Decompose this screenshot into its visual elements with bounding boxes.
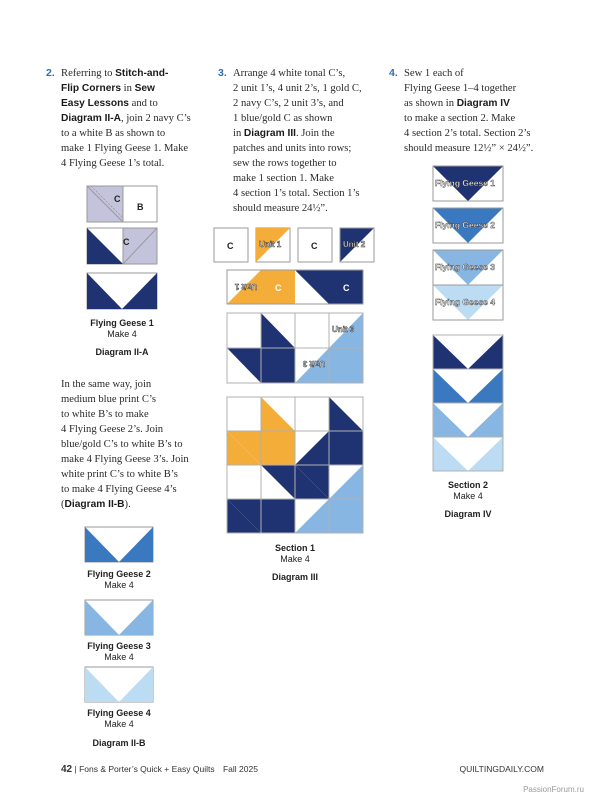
label-unit-3-rotated: Unit 3 <box>302 359 325 368</box>
flying-geese-2-labeled <box>433 208 503 243</box>
text-line <box>404 96 554 111</box>
diagram-2a-unit-step1 <box>87 186 157 222</box>
label-flying-geese-2: Flying Geese 2 <box>435 220 495 230</box>
text-line <box>61 81 211 96</box>
bold-reference: Diagram IV <box>456 98 510 109</box>
bold-reference: Flip Corners <box>61 83 122 94</box>
flying-geese-4-block <box>85 667 153 702</box>
text-run: as shown in <box>404 98 457 109</box>
text-line <box>233 171 383 186</box>
text-run: 4 section 1’s total. Section 1’s <box>233 188 360 199</box>
diagram-label-4: Diagram IV <box>444 509 492 519</box>
step-number: 3. <box>218 67 227 79</box>
bold-reference: Diagram III <box>243 128 296 139</box>
bold-reference: Diagram II-A <box>61 113 122 124</box>
page-number: 42 <box>61 764 73 775</box>
text-line <box>233 96 383 111</box>
diagram-label-3: Diagram III <box>271 572 318 582</box>
label-flying-geese-3: Flying Geese 3 <box>435 262 495 272</box>
label-c: C <box>114 194 121 204</box>
label-unit-1-rotated: Unit 1 <box>234 282 257 291</box>
caption-flying-geese-4: Flying Geese 4 Make 4 <box>87 708 151 729</box>
text-run: 2 navy C’s, 2 unit 3’s, and <box>233 98 344 109</box>
publication-title: Fons & Porter’s Quick + Easy Quilts <box>79 764 215 774</box>
diagram-2a-unit-step2 <box>87 228 157 264</box>
bold-reference: Easy Lessons <box>61 98 129 109</box>
label-flying-geese-1: Flying Geese 1 <box>435 178 495 188</box>
text-run: ). <box>124 499 131 510</box>
text-run: and to <box>128 98 158 109</box>
label-c: C <box>343 283 350 293</box>
text-run: to white B’s to make <box>61 409 149 420</box>
diagram-label-2b: Diagram II-B <box>92 738 146 748</box>
step-3 <box>218 66 383 216</box>
text-run: patches and units into rows; <box>233 143 352 154</box>
step-4 <box>389 66 554 156</box>
label-unit-3: Unit 3 <box>332 325 355 334</box>
text-line <box>404 111 554 126</box>
bold-reference: Diagram II-B <box>64 499 125 510</box>
text-run: in <box>121 83 135 94</box>
text-line <box>61 467 211 482</box>
text-run: . Join the <box>295 128 335 139</box>
text-line <box>233 66 383 81</box>
step-text <box>61 66 211 171</box>
text-run: make 4 Flying Geese 3’s. Join <box>61 454 189 465</box>
flying-geese-1-labeled <box>433 166 503 201</box>
text-run: Sew 1 each of <box>404 68 464 79</box>
text-run: ( <box>61 499 65 510</box>
flying-geese-3-block <box>85 600 153 635</box>
text-line <box>404 66 554 81</box>
label-unit-2: Unit 2 <box>343 240 366 249</box>
text-line <box>233 111 383 126</box>
diagram-3-partial-assembly <box>227 313 363 383</box>
text-line <box>61 111 211 126</box>
text-run: 4 Flying Geese 2’s. Join <box>61 424 164 435</box>
diagram-3-pieces-row <box>214 227 374 263</box>
text-run: to make a section 2. Make <box>404 113 516 124</box>
text-line <box>61 392 211 407</box>
text-run: Referring to <box>61 68 116 79</box>
step-number: 2. <box>46 67 55 79</box>
text-run: to make 4 Flying Geese 4’s <box>61 484 177 495</box>
text-line <box>404 126 554 141</box>
text-run: 2 unit 1’s, 4 unit 2’s, 1 gold C, <box>233 83 362 94</box>
watermark: PassionForum.ru <box>523 785 584 794</box>
text-line <box>61 141 211 156</box>
text-run: should measure 24½”. <box>233 203 328 214</box>
text-run: in <box>233 128 244 139</box>
label-c: C <box>275 283 282 293</box>
flying-geese-1-block <box>87 273 157 309</box>
label-c: C <box>311 241 318 251</box>
diagram-3-joined-row <box>227 270 363 304</box>
text-line <box>404 81 554 96</box>
text-line <box>61 96 211 111</box>
label-c: C <box>227 241 234 251</box>
text-line <box>61 452 211 467</box>
label-b: B <box>137 202 144 212</box>
text-run: 1 blue/gold C as shown <box>233 113 333 124</box>
text-run: Flying Geese 1–4 together <box>404 83 517 94</box>
text-line <box>233 81 383 96</box>
step-2-paragraph-2 <box>61 377 211 512</box>
text-line <box>61 156 211 171</box>
text-run: make 1 section 1. Make <box>233 173 334 184</box>
text-run: make 1 Flying Geese 1. Make <box>61 143 189 154</box>
text-run: sew the rows together to <box>233 158 337 169</box>
caption-flying-geese-2: Flying Geese 2 Make 4 <box>87 569 151 590</box>
footer-site[interactable]: QUILTINGDAILY.COM <box>459 764 544 774</box>
bold-reference: Stitch-and- <box>115 68 169 79</box>
text-line <box>61 497 211 512</box>
step-text <box>233 66 383 216</box>
text-line <box>61 377 211 392</box>
text-run: 4 section 2’s total. Section 2’s <box>404 128 531 139</box>
text-run: medium blue print C’s <box>61 394 157 405</box>
issue-date: Fall 2025 <box>222 764 258 774</box>
text-line <box>233 141 383 156</box>
caption-flying-geese-3: Flying Geese 3 Make 4 <box>87 641 151 662</box>
text-line <box>61 407 211 422</box>
text-line <box>61 422 211 437</box>
text-run: , join 2 navy C’s <box>121 113 191 124</box>
step-text <box>61 377 211 512</box>
text-line <box>233 186 383 201</box>
flying-geese-4-labeled <box>433 285 503 320</box>
step-number: 4. <box>389 67 398 79</box>
text-run: In the same way, join <box>61 379 152 390</box>
text-run: white print C’s to white B’s <box>61 469 178 480</box>
caption-section-2: Section 2 Make 4 <box>447 480 488 501</box>
text-line <box>61 66 211 81</box>
section-2-block <box>433 335 503 471</box>
text-line <box>233 156 383 171</box>
text-line <box>404 141 554 156</box>
label-c2: C <box>123 237 130 247</box>
text-run: blue/gold C’s to white B’s to <box>61 439 183 450</box>
text-run: 4 Flying Geese 1’s total. <box>61 158 165 169</box>
footer-left <box>61 764 258 775</box>
text-line <box>61 126 211 141</box>
text-line <box>61 482 211 497</box>
section-1-block <box>227 397 363 533</box>
label-flying-geese-4: Flying Geese 4 <box>435 297 495 307</box>
caption-section-1: Section 1 Make 4 <box>274 543 315 564</box>
step-text <box>404 66 554 156</box>
text-line <box>233 126 383 141</box>
label-unit-1: Unit 1 <box>259 240 282 249</box>
step-2 <box>46 66 211 171</box>
text-run: Arrange 4 white tonal C’s, <box>233 68 346 79</box>
text-run: to a white B as shown to <box>61 128 166 139</box>
text-line <box>233 201 383 216</box>
caption-flying-geese-1: Flying Geese 1 Make 4 <box>90 318 154 339</box>
text-line <box>61 437 211 452</box>
diagram-label-2a: Diagram II-A <box>95 347 149 357</box>
bold-reference: Sew <box>134 83 155 94</box>
text-run: should measure 12½” × 24½”. <box>404 143 534 154</box>
footer-separator: | <box>74 764 80 774</box>
flying-geese-3-labeled <box>433 250 503 285</box>
flying-geese-2-block <box>85 527 153 562</box>
